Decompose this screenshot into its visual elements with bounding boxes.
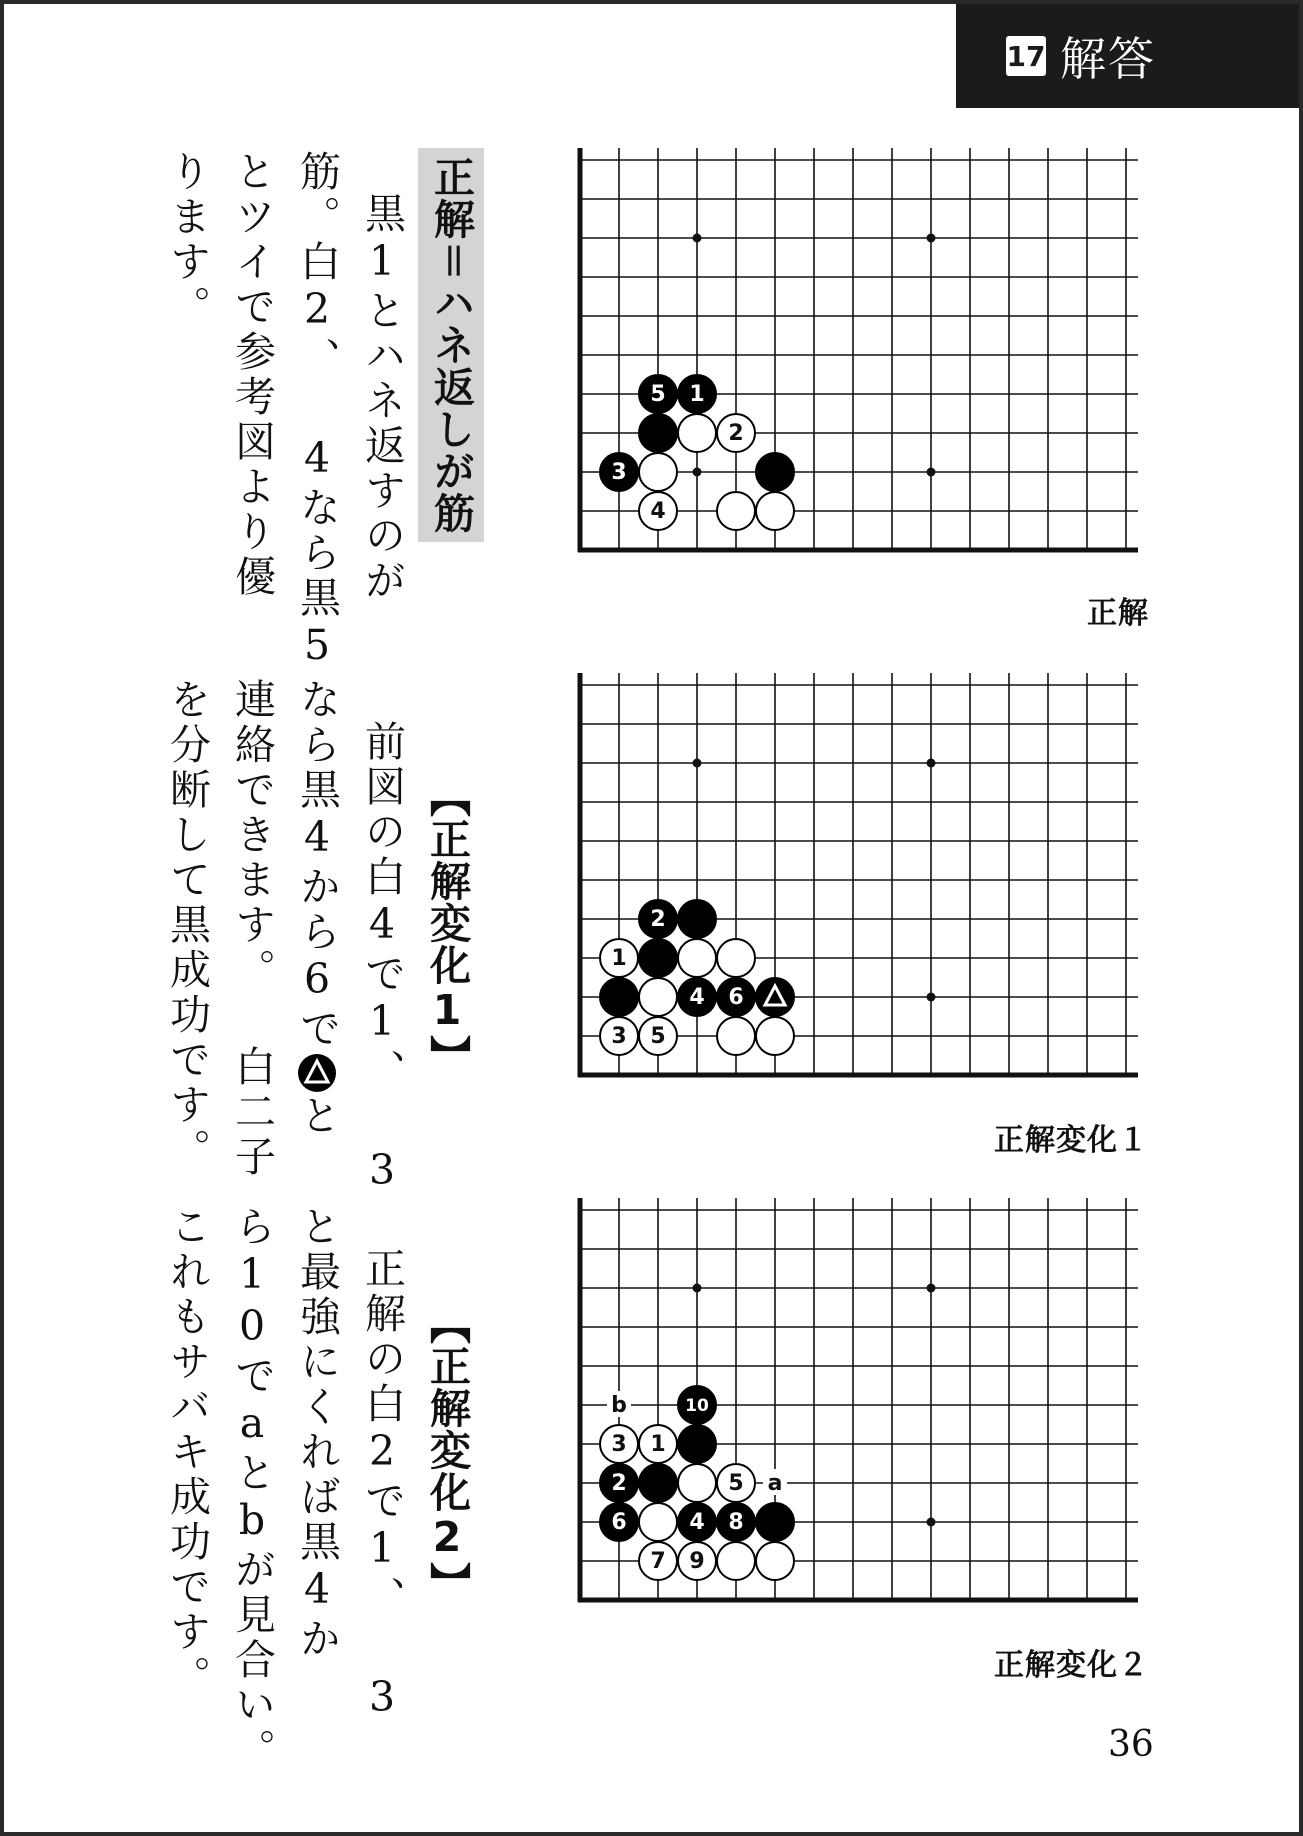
- white-stone: [639, 1503, 677, 1541]
- section-title-variation-1-pre: 【正解変化: [423, 776, 471, 986]
- star-point: [927, 993, 936, 1002]
- black-stone: [639, 375, 677, 413]
- section-title-variation-2-post: 】: [423, 1562, 471, 1604]
- white-stone: [600, 939, 638, 977]
- section-3-line-3: ら10でaとbが見合い。: [228, 1205, 276, 1773]
- section-2-line-2: [285, 678, 349, 1139]
- section-2-line-1: 前図の白4で1、 3: [358, 720, 406, 1198]
- star-point: [927, 1284, 936, 1293]
- white-stone: [639, 453, 677, 491]
- white-stone: [639, 492, 677, 530]
- move-number: 10: [685, 1396, 709, 1416]
- black-stone: [717, 1503, 755, 1541]
- section-title-variation-1: [418, 678, 534, 1077]
- move-number: 5: [650, 1024, 666, 1049]
- move-number: 6: [728, 985, 744, 1010]
- white-stone: [678, 414, 716, 452]
- move-number: 2: [611, 1471, 627, 1496]
- move-number: 3: [611, 1432, 627, 1457]
- black-stone: [678, 1425, 716, 1463]
- section-1-line-3: とツイで参考図より優: [228, 150, 276, 600]
- move-number: 4: [689, 985, 705, 1010]
- black-stone: [600, 978, 638, 1016]
- move-number: 6: [611, 1510, 627, 1535]
- black-stone: [639, 1464, 677, 1502]
- star-point: [693, 759, 702, 768]
- move-number: 2: [650, 907, 666, 932]
- white-stone: [717, 414, 755, 452]
- black-stone: [600, 1503, 638, 1541]
- section-title-variation-1-post: 】: [423, 1035, 471, 1077]
- white-stone: [639, 978, 677, 1016]
- white-stone: [756, 492, 794, 530]
- white-stone: [678, 1542, 716, 1580]
- move-number: 5: [728, 1471, 744, 1496]
- section-2-line-3: 連絡できます。 白二子: [228, 678, 276, 1180]
- section-3-line-2: と最強にくれば黒4か: [293, 1205, 341, 1662]
- black-stone: [717, 978, 755, 1016]
- black-stone: [678, 375, 716, 413]
- white-stone: [717, 1017, 755, 1055]
- white-stone: [717, 1542, 755, 1580]
- go-diagram-variation-2: [560, 1190, 1160, 1640]
- black-stone: [678, 1503, 716, 1541]
- star-point: [693, 1284, 702, 1293]
- star-point: [693, 234, 702, 243]
- white-stone: [678, 939, 716, 977]
- section-title-variation-2-number: 2: [423, 1513, 471, 1562]
- section-3-line-1: 正解の白2で1、 3: [358, 1247, 406, 1725]
- white-stone: [639, 1425, 677, 1463]
- star-point: [927, 1518, 936, 1527]
- section-title-correct: 正解＝ハネ返しが筋: [418, 148, 484, 542]
- white-stone: [717, 492, 755, 530]
- black-stone: [600, 1464, 638, 1502]
- point-letter-b: b: [611, 1393, 627, 1418]
- section-title-variation-2-pre: 【正解変化: [423, 1303, 471, 1513]
- go-diagram-variation-1: [560, 665, 1160, 1115]
- point-letter-a: a: [767, 1471, 783, 1496]
- black-stone: [678, 900, 716, 938]
- star-point: [927, 468, 936, 477]
- move-number: 9: [689, 1549, 705, 1574]
- black-triangle-stone-icon: [296, 1052, 338, 1094]
- go-diagram-correct: [560, 140, 1160, 590]
- diagram-caption-variation-1: 正解変化１: [994, 1123, 1149, 1158]
- section-2-line-2a: なら黒4から6で: [293, 678, 341, 1052]
- white-stone: [756, 1017, 794, 1055]
- black-stone: [756, 453, 794, 491]
- white-stone: [717, 939, 755, 977]
- black-stone: [600, 453, 638, 491]
- page-number: 36: [1108, 1724, 1154, 1765]
- white-stone: [639, 1542, 677, 1580]
- section-3-line-4: これもサバキ成功です。: [163, 1205, 211, 1700]
- black-stone: [639, 900, 677, 938]
- move-number: 3: [611, 1024, 627, 1049]
- section-1-line-4: ります。: [163, 150, 211, 330]
- black-stone: [639, 939, 677, 977]
- star-point: [927, 759, 936, 768]
- move-number: 4: [650, 499, 666, 524]
- star-point: [927, 234, 936, 243]
- white-stone: [639, 1017, 677, 1055]
- black-stone: [678, 978, 716, 1016]
- header-title: 解答: [1060, 32, 1156, 86]
- move-number: 7: [650, 1549, 666, 1574]
- section-1-line-1: 黒1とハネ返すのが: [358, 192, 406, 604]
- move-number: 3: [611, 460, 627, 485]
- move-number: 4: [689, 1510, 705, 1535]
- white-stone: [678, 1464, 716, 1502]
- header-tab: [956, 4, 1299, 108]
- black-stone: [756, 1503, 794, 1541]
- star-point: [693, 468, 702, 477]
- move-number: 2: [728, 421, 744, 446]
- move-number: 1: [611, 946, 627, 971]
- problem-number-badge: 17: [1006, 36, 1046, 76]
- white-stone: [756, 1542, 794, 1580]
- move-number: 1: [689, 382, 705, 407]
- section-2-line-2b: と: [293, 1094, 341, 1139]
- diagram-caption-variation-2: 正解変化２: [994, 1648, 1149, 1683]
- move-number: 1: [650, 1432, 666, 1457]
- section-1-line-2: 筋。白2、 4なら黒5: [293, 150, 341, 673]
- white-stone: [600, 1017, 638, 1055]
- diagram-caption-correct: 正解: [1087, 596, 1149, 631]
- white-stone: [600, 1425, 638, 1463]
- black-stone: [678, 1386, 716, 1424]
- white-stone: [717, 1464, 755, 1502]
- move-number: 5: [650, 382, 666, 407]
- section-2-line-4: を分断して黒成功です。: [163, 678, 211, 1173]
- black-stone: [639, 414, 677, 452]
- black-stone: [756, 978, 794, 1016]
- move-number: 8: [728, 1510, 744, 1535]
- section-title-variation-2: [418, 1205, 534, 1604]
- section-title-variation-1-number: 1: [423, 986, 471, 1035]
